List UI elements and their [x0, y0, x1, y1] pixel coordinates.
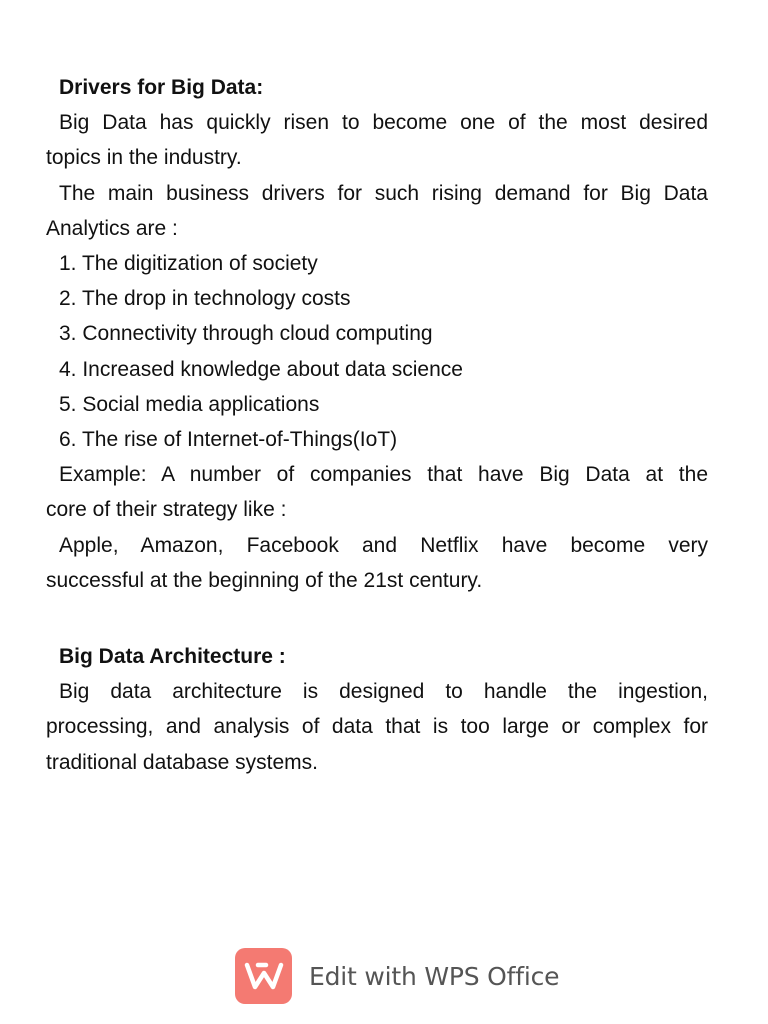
section-spacer [46, 598, 708, 639]
paragraph-line: topics in the industry. [46, 146, 242, 170]
paragraph-line: Analytics are : [46, 216, 178, 240]
list-item: 6. The rise of Internet-of-Things(IoT) [59, 428, 398, 452]
section-heading-drivers: Drivers for Big Data: [59, 76, 264, 99]
paragraph-line: traditional database systems. [46, 750, 318, 774]
edit-with-wps-label[interactable]: Edit with WPS Office [309, 961, 560, 991]
paragraph-line: Big data architecture is designed to handle the ingestion, [59, 680, 708, 704]
section-heading-architecture: Big Data Architecture : [59, 645, 286, 669]
paragraph-line: The main business drivers for such rising demand for Big Data [59, 181, 708, 205]
paragraph-line: Big Data has quickly risen to become one of the most desired [59, 111, 708, 135]
list-item: 3. Connectivity through cloud computing [59, 322, 433, 346]
paragraph-line: core of their strategy like : [46, 498, 287, 522]
list-item: 1. The digitization of society [59, 252, 318, 276]
list-item: 4. Increased knowledge about data science [59, 357, 463, 381]
paragraph-line: Apple, Amazon, Facebook and Netflix have become very [59, 533, 708, 557]
document-page [46, 70, 708, 780]
edit-with-wps-banner[interactable] [235, 948, 559, 1004]
wps-logo-glyph [244, 961, 284, 991]
wps-logo-icon [235, 948, 292, 1004]
paragraph-line: processing, and analysis of data that is too large or complex for [46, 715, 708, 739]
list-item: 5. Social media applications [59, 392, 320, 416]
paragraph-line: Example: A number of companies that have Big Data at the [59, 463, 708, 487]
list-item: 2. The drop in technology costs [59, 287, 351, 311]
paragraph-line: successful at the beginning of the 21st century. [46, 568, 483, 592]
